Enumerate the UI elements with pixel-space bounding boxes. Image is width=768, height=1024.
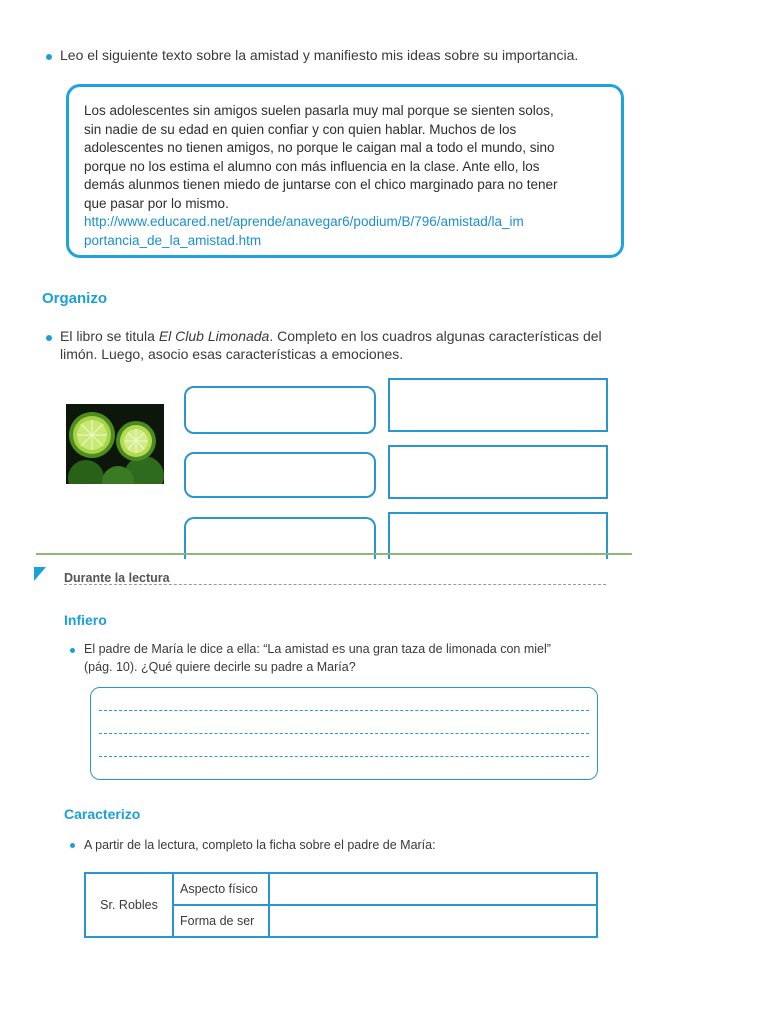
character-name: Sr. Robles — [85, 873, 173, 937]
emotion-box-3[interactable] — [388, 512, 608, 559]
quote-line: adolescentes no tienen amigos, no porque le caigan mal a todo el mundo, sino — [84, 140, 555, 155]
emotion-box-1[interactable] — [388, 378, 608, 432]
instruction-text: limón. Luego, asocio esas características a emociones. — [60, 346, 404, 362]
quote-line: que pasar por lo mismo. — [84, 195, 229, 211]
quote-line: sin nadie de su edad en quien confiar y con quien hablar. Muchos de los — [84, 121, 517, 137]
quote-box — [66, 84, 624, 258]
instruction-text: El libro se titula — [60, 328, 159, 344]
characteristic-box-2[interactable] — [184, 452, 376, 498]
bullet-icon — [46, 54, 52, 60]
emotion-box-2[interactable] — [388, 445, 608, 499]
personality-label: Forma de ser — [173, 905, 269, 937]
answer-line — [99, 756, 589, 757]
quote-text — [84, 102, 608, 250]
organizo-instruction — [60, 327, 660, 363]
source-link[interactable] — [84, 213, 608, 250]
infiero-heading: Infiero — [64, 612, 107, 628]
instruction-text: . Completo en los cuadros algunas características del — [269, 328, 602, 344]
bullet-icon — [70, 843, 75, 848]
book-title: El Club Limonada — [158, 328, 270, 344]
physical-aspect-field[interactable] — [269, 873, 597, 905]
caracterizo-heading: Caracterizo — [64, 806, 141, 822]
quote-line: Los adolescentes sin amigos suelen pasarla muy mal porque se sienten solos, — [84, 103, 554, 118]
intro-instruction: Leo el siguiente texto sobre la amistad y manifiesto mis ideas sobre su importancia. — [60, 47, 579, 63]
quote-line: porque no los estima el alumno con más influencia en la clase. Ante ello, los — [84, 158, 540, 174]
infiero-question — [84, 640, 624, 676]
answer-box[interactable] — [90, 687, 598, 780]
source-link-line: portancia_de_la_amistad.htm — [84, 232, 262, 248]
answer-line — [99, 710, 589, 711]
personality-field[interactable] — [269, 905, 597, 937]
question-line: (pág. 10). ¿Qué quiere decirle su padre a María? — [84, 660, 356, 674]
bullet-icon — [70, 648, 75, 653]
characteristic-box-1[interactable] — [184, 386, 376, 434]
section-marker-icon — [34, 567, 46, 581]
bullet-icon — [46, 335, 52, 341]
question-line: El padre de María le dice a ella: “La amistad es una gran taza de limonada con miel” — [84, 642, 551, 656]
organizo-heading: Organizo — [42, 290, 108, 307]
quote-line: demás alunmos tienen miedo de juntarse con el chico marginado para no tener — [84, 177, 558, 192]
source-link-line: http://www.educared.net/aprende/anavegar6/podium/B/796/amistad/la_im — [84, 214, 524, 229]
character-sheet — [84, 872, 598, 938]
caracterizo-instruction: A partir de la lectura, completo la ficha sobre el padre de María: — [84, 838, 436, 852]
lime-image — [66, 404, 164, 484]
section-rule — [64, 584, 606, 585]
section-label: Durante la lectura — [64, 571, 170, 585]
page-divider — [36, 553, 632, 555]
physical-aspect-label: Aspecto físico — [173, 873, 269, 905]
answer-line — [99, 733, 589, 734]
